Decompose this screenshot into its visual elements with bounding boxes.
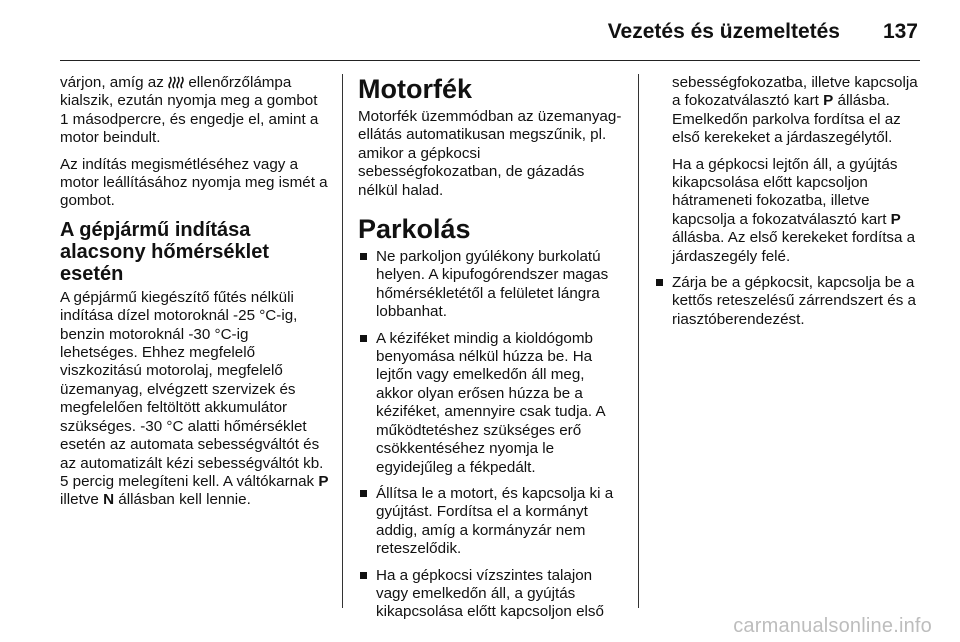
list-item: Ne parkoljon gyúlékony burkolatú helyen. A kipufogórendszer magas hőmérsékletétől a felületet lángra lobbanhat. xyxy=(358,248,624,322)
section-heading: A gépjármű indítása alacsony hőmérséklet esetén xyxy=(60,218,269,285)
watermark: carmanualsonline.info xyxy=(733,615,932,637)
section-heading: Motorfék xyxy=(358,74,472,104)
paragraph: Ha a gépkocsi lejtőn áll, a gyújtás kikapcsolása előtt kapcsoljon hátrameneti fokozatba, illetve kapcsolja a fokozatválasztó kart P állásba. Az első kerekeket fordítsa a járdaszegély felé. xyxy=(672,155,916,265)
paragraph: Motorfék üzemmódban az üzemanyag-ellátás automatikusan megszűnik, pl. amikor a gépkocsi sebességfokozatban, de gázadás nélkül halad. xyxy=(358,108,622,199)
header-rule xyxy=(60,60,920,61)
page-number: 137 xyxy=(882,20,918,43)
list-item: Zárja be a gépkocsit, kapcsolja be a kettős reteszelésű zárrendszert és a riasztóberendezést. xyxy=(654,274,920,329)
page-header xyxy=(60,14,920,52)
column-left xyxy=(60,74,330,518)
list-item: A kéziféket mindig a kioldógomb benyomása nélkül húzza be. Ha lejtőn vagy emelkedőn áll meg, akkor olyan erősen húzza be a kéziféket, amennyire csak tudja. A működtetéshez szükséges erő csökkentéséhez nyomja le egyidejűleg a fékpedált. xyxy=(358,330,624,477)
paragraph: A gépjármű kiegészítő fűtés nélküli indítása dízel motoroknál -25 °C-ig, benzin motoroknál -30 °C-ig lehetséges. Ehhez megfelelő viszkozitású motorolaj, megfelelő üzemanyag, elvégzett szervizek és megfelelően feltöltött akkumulátor szükséges. -30 °C alatti hőmérséklet esetén az automata sebességváltót és az automatizált kézi sebességváltót kb. 5 percig melegíteni kell. A váltókarnak P illetve N állásban kell lennie. xyxy=(60,288,329,509)
paragraph: Az indítás megismétléséhez vagy a motor leállításához nyomja meg ismét a gombot. xyxy=(60,155,328,210)
list-item: Állítsa le a motort, és kapcsolja ki a gyújtást. Fordítsa el a kormányt addig, amíg a kormányzár nem reteszelődik. xyxy=(358,485,624,559)
section-heading: Parkolás xyxy=(358,214,471,245)
column-right xyxy=(654,74,920,337)
header-title: Vezetés és üzemeltetés xyxy=(607,20,840,43)
paragraph: várjon, amíg az ellenőrzőlámpa kialszik, ezután nyomja meg a gombot 1 másodpercre, és engedje el, amint a motor beindult. xyxy=(60,74,319,147)
column-divider xyxy=(342,74,343,608)
list-item: Ha a gépkocsi vízszintes talajon vagy emelkedőn áll, a gyújtás kikapcsolása előtt kapcsoljon első xyxy=(358,567,624,622)
glow-plug-icon xyxy=(168,75,184,89)
column-middle xyxy=(358,74,624,630)
paragraph: sebességfokozatba, illetve kapcsolja a fokozatválasztó kart P állásba. Emelkedőn parkolva fordítsa el az első kerekeket a járdaszegélytől. xyxy=(672,74,918,147)
column-divider xyxy=(638,74,639,608)
